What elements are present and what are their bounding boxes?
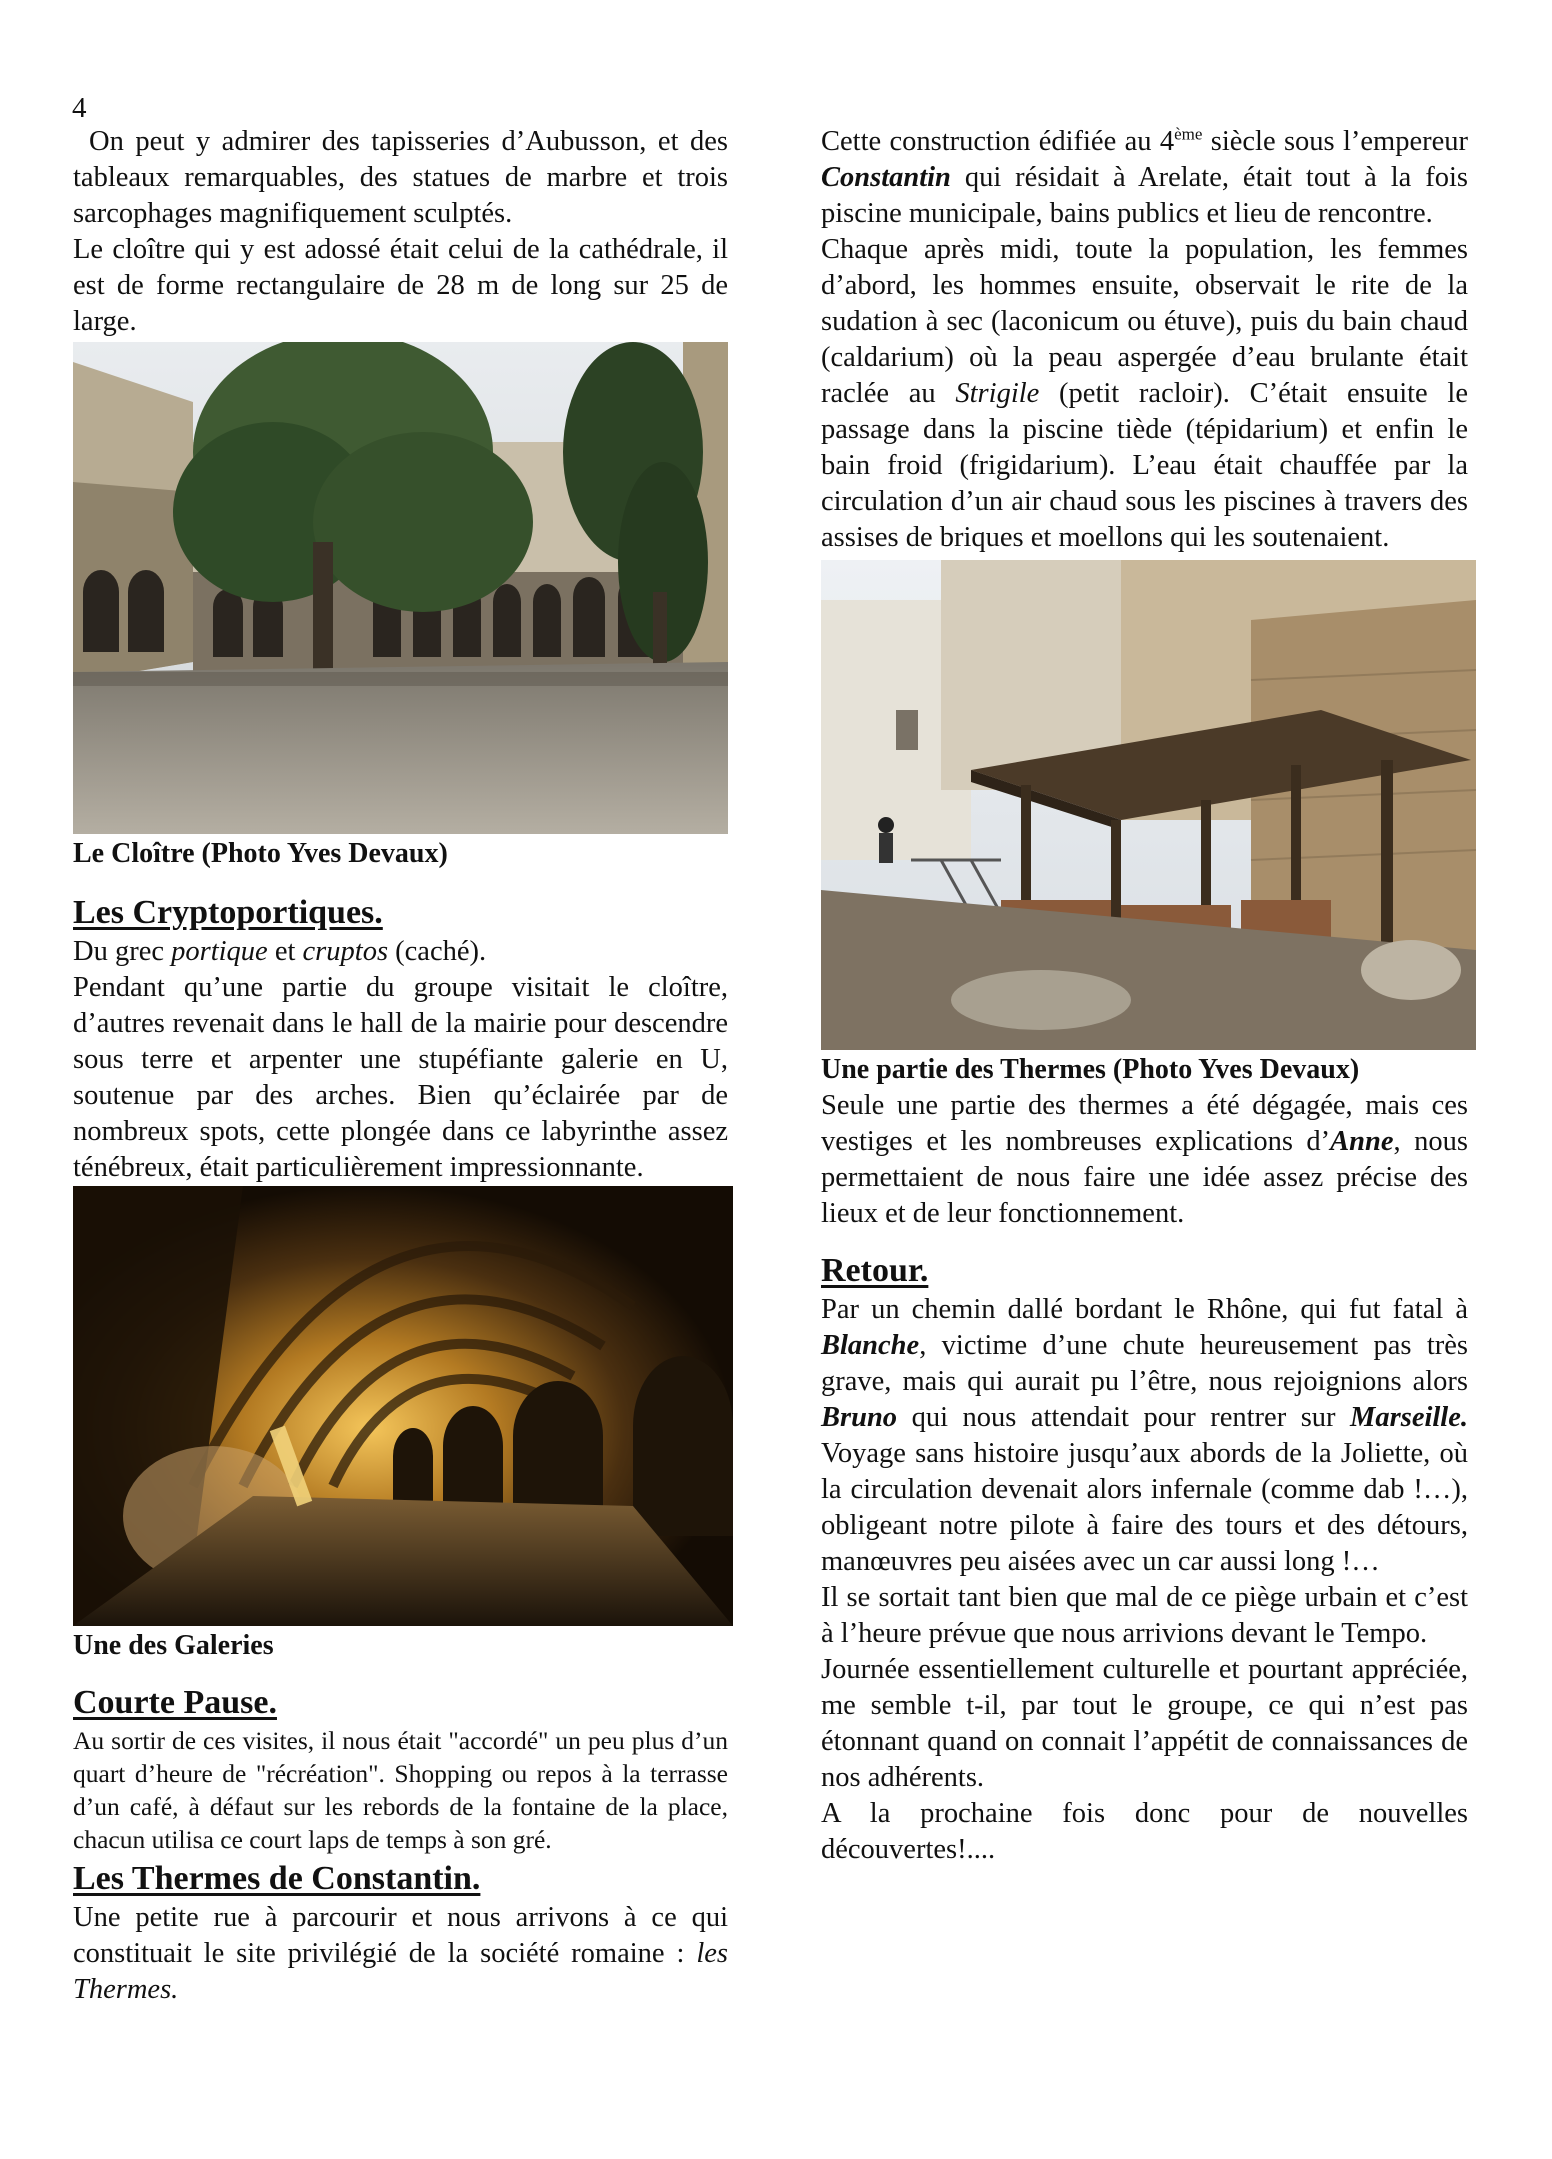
journee-paragraph: Journée essentiellement culturelle et pourtant appréciée, me semble t-il, par tout le groupe, ce qui n’est pas étonnant quand on connait l’appétit de connaissances de nos adhérents. [821,1654,1468,1793]
cloitre-photo [73,342,728,834]
left-column [73,124,728,2008]
heading-thermes-constantin: Les Thermes de Constantin. [73,1860,481,1897]
thermes-photo [821,560,1476,1050]
page-number: 4 [72,92,87,124]
vestiges-paragraph: Seule une partie des thermes a été dégagée, mais ces vestiges et les nombreuses explications d’Anne, nous permettaient de nous faire une idée assez précise des lieux et de leur fonctionnement. [821,1090,1468,1229]
conclusion-paragraph: A la prochaine fois donc pour de nouvelles découvertes!.... [821,1798,1468,1865]
construction-paragraph: Cette construction édifiée au 4ème siècle sous l’empereur Constantin qui résidait à Arelate, était tout à la fois piscine municipale, bains publics et lieu de rencontre. [821,124,1468,229]
heading-courte-pause: Courte Pause. [73,1684,277,1721]
thermes-intro-paragraph: Une petite rue à parcourir et nous arrivons à ce qui constituait le site privilégié de la société romaine : les Thermes. [73,1902,728,2005]
heading-retour: Retour. [821,1252,929,1289]
sudation-paragraph: Chaque après midi, toute la population, les femmes d’abord, les hommes ensuite, observait le rite de la sudation à sec (laconicum ou étuve), puis du bain chaud (caldarium) où la peau aspergée d’eau brulante était raclée au Strigile (petit racloir). C’était ensuite le passage dans la piscine tiède (tépidarium) et enfin le bain froid (frigidarium). L’eau était chauffée par la circulation d’un air chaud sous les piscines à travers des assises de briques et moellons qui les soutenaient. [821,234,1468,553]
arrivee-paragraph: Il se sortait tant bien que mal de ce piège urbain et c’est à l’heure prévue que nous arrivions devant le Tempo. [821,1582,1468,1649]
cloitre-caption: Le Cloître (Photo Yves Devaux) [73,838,448,869]
intro-paragraph: On peut y admirer des tapisseries d’Aubusson, et des tableaux remarquables, des statues de marbre et trois sarcophages magnifiquement sculptés. [73,126,728,229]
pause-paragraph: Au sortir de ces visites, il nous était "accordé" un peu plus d’un quart d’heure de "récréation". Shopping ou repos à la terrasse d’un café, à défaut sur les rebords de la fontaine de la place, chacun utilisa ce court laps de temps à son gré. [73,1726,728,1854]
right-column [821,124,1468,1868]
retour-paragraph: Par un chemin dallé bordant le Rhône, qui fut fatal à Blanche, victime d’une chute heureusement pas très grave, mais qui aurait pu l’être, nous rejoignions alors Bruno qui nous attendait pour rentrer sur Marseille. Voyage sans histoire jusqu’aux abords de la Joliette, où la circulation devenait alors infernale (comme dab !…), obligeant notre pilote à faire des tours et des détours, manœuvres peu aisées avec un car aussi long !… [821,1294,1468,1577]
cloitre-paragraph: Le cloître qui y est adossé était celui de la cathédrale, il est de forme rectangulaire de 28 m de long sur 25 de large. [73,234,728,337]
galeries-photo [73,1186,733,1626]
crypto-etymology: Du grec portique et cruptos (caché). [73,936,487,967]
heading-cryptoportiques: Les Cryptoportiques. [73,894,383,931]
thermes-caption: Une partie des Thermes (Photo Yves Devaux) [821,1054,1360,1085]
galeries-caption: Une des Galeries [73,1630,274,1661]
crypto-paragraph: Pendant qu’une partie du groupe visitait le cloître, d’autres revenait dans le hall de la mairie pour descendre sous terre et arpenter une stupéfiante galerie en U, soutenue par des arches. Bien qu’éclairée par de nombreux spots, cette plongée dans ce labyrinthe assez ténébreux, était particulièrement impressionnante. [73,972,728,1183]
